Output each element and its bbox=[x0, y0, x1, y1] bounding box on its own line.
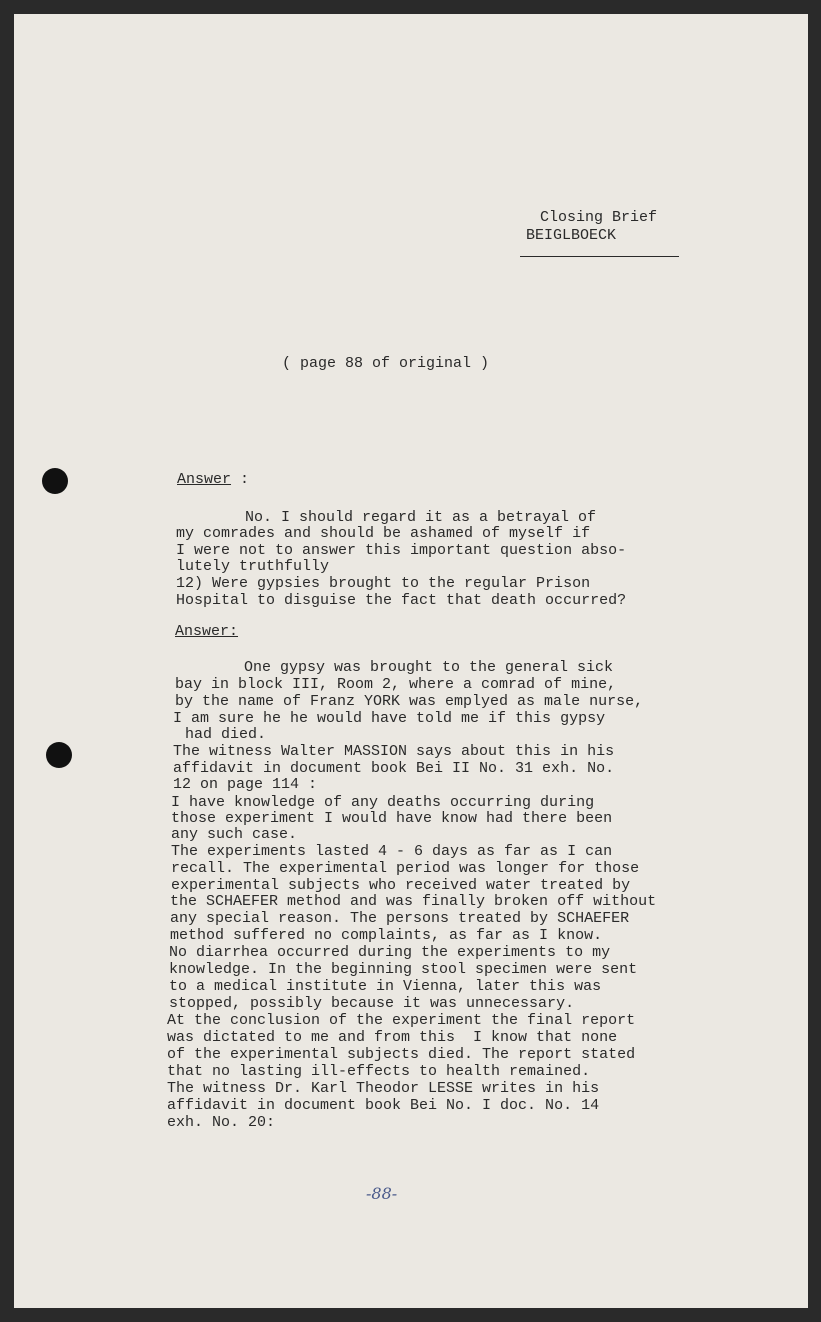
paragraph-1-line: my comrades and should be ashamed of myself if bbox=[176, 525, 591, 542]
paragraph-1-line: Hospital to disguise the fact that death occurred? bbox=[176, 592, 627, 609]
paragraph-2-line: of the experimental subjects died. The report stated bbox=[167, 1046, 636, 1063]
paragraph-1-line: I were not to answer this important question abso- bbox=[176, 542, 627, 559]
paragraph-2-line: the SCHAEFER method and was finally broken off without bbox=[170, 893, 657, 910]
paragraph-2-line: stopped, possibly because it was unnecessary. bbox=[169, 995, 575, 1012]
paragraph-2-line: One gypsy was brought to the general sick bbox=[244, 659, 614, 676]
paragraph-2-line: any special reason. The persons treated by SCHAEFER bbox=[170, 910, 630, 927]
answer-heading-2-label: Answer: bbox=[175, 623, 239, 640]
punch-hole-top bbox=[42, 468, 68, 494]
paragraph-2-line: to a medical institute in Vienna, later this was bbox=[169, 978, 602, 995]
paragraph-2-line: I have knowledge of any deaths occurring during bbox=[171, 794, 595, 811]
header-name: BEIGLBOECK bbox=[526, 227, 617, 244]
paragraph-2-line: The experiments lasted 4 - 6 days as far as I can bbox=[171, 843, 613, 860]
paragraph-2-line: I am sure he he would have told me if this gypsy bbox=[173, 710, 606, 727]
answer-heading-1-label: Answer bbox=[177, 471, 232, 488]
paragraph-2-line: 12 on page 114 : bbox=[173, 776, 318, 793]
paragraph-1-line: 12) Were gypsies brought to the regular Prison bbox=[176, 575, 591, 592]
paragraph-2-line: by the name of Franz YORK was emplyed as male nurse, bbox=[175, 693, 644, 710]
paragraph-2-line: recall. The experimental period was longer for those bbox=[171, 860, 640, 877]
document-header bbox=[526, 209, 657, 245]
paragraph-2-line: those experiment I would have know had there been bbox=[171, 810, 613, 827]
header-underline bbox=[520, 256, 679, 257]
paragraph-2-line: any such case. bbox=[171, 826, 298, 843]
paragraph-2-line: affidavit in document book Bei II No. 31 exh. No. bbox=[173, 760, 615, 777]
paragraph-2-line: The witness Walter MASSION says about this in his bbox=[173, 743, 615, 760]
header-title: Closing Brief bbox=[540, 209, 658, 226]
paragraph-1-line: lutely truthfully bbox=[176, 558, 330, 575]
paragraph-2-line: No diarrhea occurred during the experiments to my bbox=[169, 944, 611, 961]
paragraph-2-line: knowledge. In the beginning stool specimen were sent bbox=[169, 961, 638, 978]
paragraph-2-line: had died. bbox=[185, 726, 267, 743]
paragraph-2-line: bay in block III, Room 2, where a comrad of mine, bbox=[175, 676, 617, 693]
punch-hole-bottom bbox=[46, 742, 72, 768]
answer-heading-1 bbox=[177, 471, 249, 488]
paragraph-2-line: experimental subjects who received water treated by bbox=[171, 877, 631, 894]
paragraph-2-line: The witness Dr. Karl Theodor LESSE writes in his bbox=[167, 1080, 600, 1097]
answer-heading-2 bbox=[175, 623, 238, 640]
paragraph-2-line: At the conclusion of the experiment the final report bbox=[167, 1012, 636, 1029]
paragraph-2-line: affidavit in document book Bei No. I doc. No. 14 bbox=[167, 1097, 600, 1114]
page-reference: ( page 88 of original ) bbox=[282, 355, 490, 372]
paragraph-2-line: exh. No. 20: bbox=[167, 1114, 276, 1131]
answer-heading-1-colon: : bbox=[231, 471, 250, 488]
paragraph-2-line: was dictated to me and from this I know that none bbox=[167, 1029, 618, 1046]
page-number: -88- bbox=[366, 1184, 398, 1203]
paragraph-2-line: method suffered no complaints, as far as I know. bbox=[170, 927, 603, 944]
paragraph-1-line: No. I should regard it as a betrayal of bbox=[245, 509, 597, 526]
paragraph-2-line: that no lasting ill-effects to health remained. bbox=[167, 1063, 591, 1080]
